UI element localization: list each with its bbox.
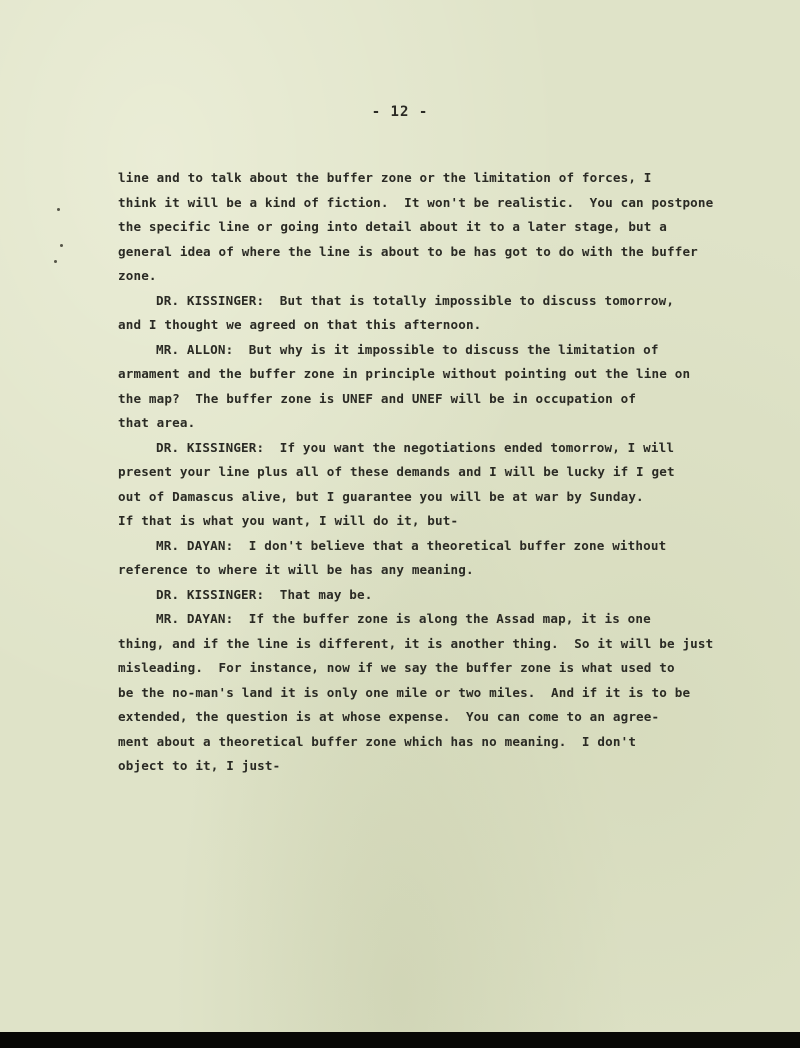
text-line: object to it, I just- [118,758,281,773]
paragraph [118,436,748,534]
text-line: ment about a theoretical buffer zone which has no meaning. I don't [118,733,637,749]
text-line: MR. ALLON: But why is it impossible to discuss the limitation of [156,341,659,357]
text-line: the specific line or going into detail about it to a later stage, but a [118,219,667,234]
paragraph [118,289,748,338]
text-line: MR. DAYAN: I don't believe that a theoretical buffer zone without [156,537,667,553]
paragraph [118,607,748,779]
scan-speck [54,260,57,263]
text-line: think it will be a kind of fiction. It won't be realistic. You can postpone [118,194,714,210]
scan-bottom-edge [0,1032,800,1048]
text-line: misleading. For instance, now if we say the buffer zone is what used to [118,660,675,675]
paragraph [118,534,748,583]
text-line: zone. [118,268,157,283]
page-number: - 12 - [371,104,429,120]
text-line: DR. KISSINGER: That may be. [156,586,373,602]
text-line: DR. KISSINGER: But that is totally impossible to discuss tomorrow, [156,292,675,308]
paragraph [118,338,748,436]
text-line: and I thought we agreed on that this afternoon. [118,317,482,332]
text-line: thing, and if the line is different, it is another thing. So it will be just [118,635,714,651]
text-line: If that is what you want, I will do it, but- [118,513,459,528]
text-line: extended, the question is at whose expense. You can come to an agree- [118,709,660,724]
text-line: general idea of where the line is about to be has got to do with the buffer [118,243,698,259]
text-line: MR. DAYAN: If the buffer zone is along the Assad map, it is one [156,611,651,626]
text-line: be the no-man's land it is only one mile or two miles. And if it is to be [118,684,691,700]
text-line: present your line plus all of these demands and I will be lucky if I get [118,464,675,479]
text-line: DR. KISSINGER: If you want the negotiations ended tomorrow, I will [156,439,675,455]
scan-speck [60,244,63,247]
text-line: the map? The buffer zone is UNEF and UNEF will be in occupation of [118,390,637,406]
text-line: that area. [118,415,196,430]
scan-speck [57,208,60,211]
text-line: out of Damascus alive, but I guarantee you will be at war by Sunday. [118,488,644,504]
text-line: line and to talk about the buffer zone or the limitation of forces, I [118,170,652,185]
transcript-body [118,166,748,779]
paragraph [118,583,748,608]
paragraph [118,166,748,289]
text-line: reference to where it will be has any meaning. [118,562,474,577]
text-line: armament and the buffer zone in principle without pointing out the line on [118,366,691,381]
